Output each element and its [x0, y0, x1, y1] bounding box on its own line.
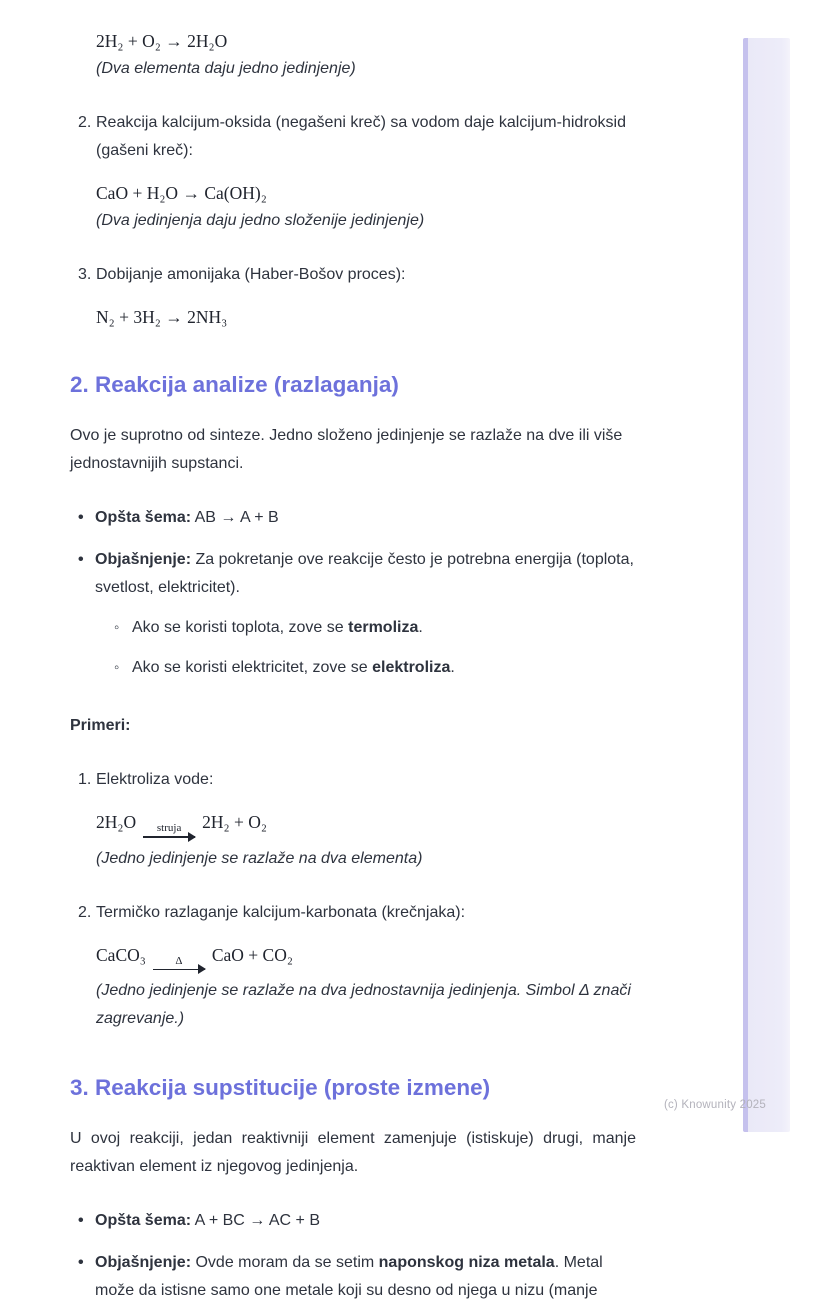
- equation-right: CaO + CO₂: [211, 944, 293, 965]
- list-item-text: Elektroliza vode:: [96, 771, 214, 788]
- list-number: 3.: [78, 266, 92, 283]
- bullet-icon: [78, 546, 95, 682]
- circle-bullet-icon: [114, 654, 132, 682]
- analysis-bullet-list: [70, 504, 636, 682]
- list-item: [70, 1207, 636, 1235]
- bullet-label: Opšta šema:: [95, 509, 192, 526]
- labeled-arrow: [153, 955, 205, 977]
- substitution-bullet-list: [70, 1207, 636, 1305]
- equation-left: CaCO₃: [96, 944, 146, 965]
- list-item: [95, 654, 636, 682]
- chem-equation-calcium-hydroxide: CaO + H₂O → Ca(OH)₂: [96, 183, 267, 203]
- list-item: [70, 1249, 636, 1305]
- sub-bullet-list: [95, 614, 636, 682]
- bullet-text: Ovde moram da se setim: [191, 1254, 379, 1271]
- section-paragraph: Ovo je suprotno od sinteze. Jedno složeno jedinjenje se razlaže na dve ili više jednostavnijih supstanci.: [70, 427, 623, 472]
- sub-bullet-text-end: .: [450, 659, 455, 676]
- labeled-arrow: [143, 822, 195, 844]
- list-item: [78, 261, 636, 330]
- equation-caption: (Jedno jedinjenje se razlaže na dva elementa): [96, 849, 423, 867]
- bullet-icon: [78, 1207, 95, 1235]
- sub-bullet-text: Ako se koristi toplota, zove se: [132, 619, 349, 636]
- bullet-label: Objašnjenje:: [95, 551, 192, 568]
- term-bold: elektroliza: [372, 659, 451, 676]
- bullet-icon: [78, 504, 95, 532]
- list-item-text: Termičko razlaganje kalcijum-karbonata (krečnjaka):: [96, 903, 466, 921]
- list-number: 1.: [78, 771, 92, 788]
- list-item: [78, 899, 636, 1034]
- section-heading-supstitucija: 3. Reakcija supstitucije (proste izmene): [70, 1075, 491, 1100]
- list-number: [78, 28, 96, 83]
- list-item: [78, 28, 636, 83]
- bullet-text: Za pokretanje ove reakcije često je potrebna energija (toplota, svetlost, elektricitet).: [95, 551, 634, 596]
- list-number: 2.: [78, 903, 92, 921]
- term-bold: termoliza: [348, 619, 419, 636]
- equation-left: 2H₂O: [96, 812, 137, 832]
- sub-bullet-text: Ako se koristi elektricitet, zove se: [132, 659, 373, 676]
- copyright-watermark: (c) Knowunity 2025: [663, 1099, 766, 1111]
- synthesis-examples-list: [70, 28, 636, 330]
- equation-caption: (Jedno jedinjenje se razlaže na dva jednostavnija jedinjenja. Simbol Δ znači zagrevanje.): [96, 982, 631, 1027]
- analysis-examples-list: [70, 766, 636, 1033]
- list-item-text: Reakcija kalcijum-oksida (negašeni kreč) sa vodom daje kalcijum-hidroksid (gašeni kreč):: [96, 114, 626, 159]
- bullet-text-end: . Metal može da istisne samo one metale koji su desno od njega u nizu (manje: [95, 1254, 603, 1299]
- document-page: [70, 28, 636, 1305]
- term-bold: naponskog niza metala: [378, 1254, 555, 1271]
- bullet-label: Opšta šema:: [95, 1212, 192, 1229]
- chem-equation-water-synthesis: 2H₂ + O₂ → 2H₂O: [96, 31, 228, 51]
- list-item: [95, 614, 636, 642]
- bullet-text: A + BC → AC + B: [191, 1212, 320, 1229]
- arrow-label: struja: [156, 822, 182, 834]
- arrow-label: Δ: [175, 954, 183, 967]
- primeri-label: Primeri:: [70, 717, 131, 734]
- scrollbar[interactable]: [743, 38, 790, 1132]
- right-arrow-icon: [153, 969, 205, 971]
- list-number: 2.: [78, 114, 92, 131]
- list-item: [78, 109, 636, 235]
- bullet-label: Objašnjenje:: [95, 1254, 192, 1271]
- list-item: [70, 546, 636, 682]
- sub-bullet-text-end: .: [418, 619, 423, 636]
- section-heading-analiza: 2. Reakcija analize (razlaganja): [70, 372, 399, 397]
- equation-right: 2H₂ + O₂: [202, 812, 267, 832]
- bullet-icon: [78, 1249, 95, 1305]
- list-item: [78, 766, 636, 873]
- list-item-text: Dobijanje amonijaka (Haber-Bošov proces):: [96, 266, 406, 283]
- equation-caption: (Dva jedinjenja daju jedno složenije jedinjenje): [96, 212, 425, 229]
- section-paragraph: U ovoj reakciji, jedan reaktivniji element zamenjuje (istiskuje) drugi, manje reaktivan element iz njegovog jedinjenja.: [70, 1130, 636, 1175]
- list-item: [70, 504, 636, 532]
- equation-caption: (Dva elementa daju jedno jedinjenje): [96, 60, 356, 77]
- right-arrow-icon: [143, 836, 195, 838]
- chem-equation-ammonia: N₂ + 3H₂ → 2NH₃: [96, 307, 228, 327]
- chem-equation-electrolysis: [96, 809, 636, 844]
- circle-bullet-icon: [114, 614, 132, 642]
- chem-equation-calcination: [96, 942, 636, 977]
- bullet-text: AB → A + B: [191, 509, 279, 526]
